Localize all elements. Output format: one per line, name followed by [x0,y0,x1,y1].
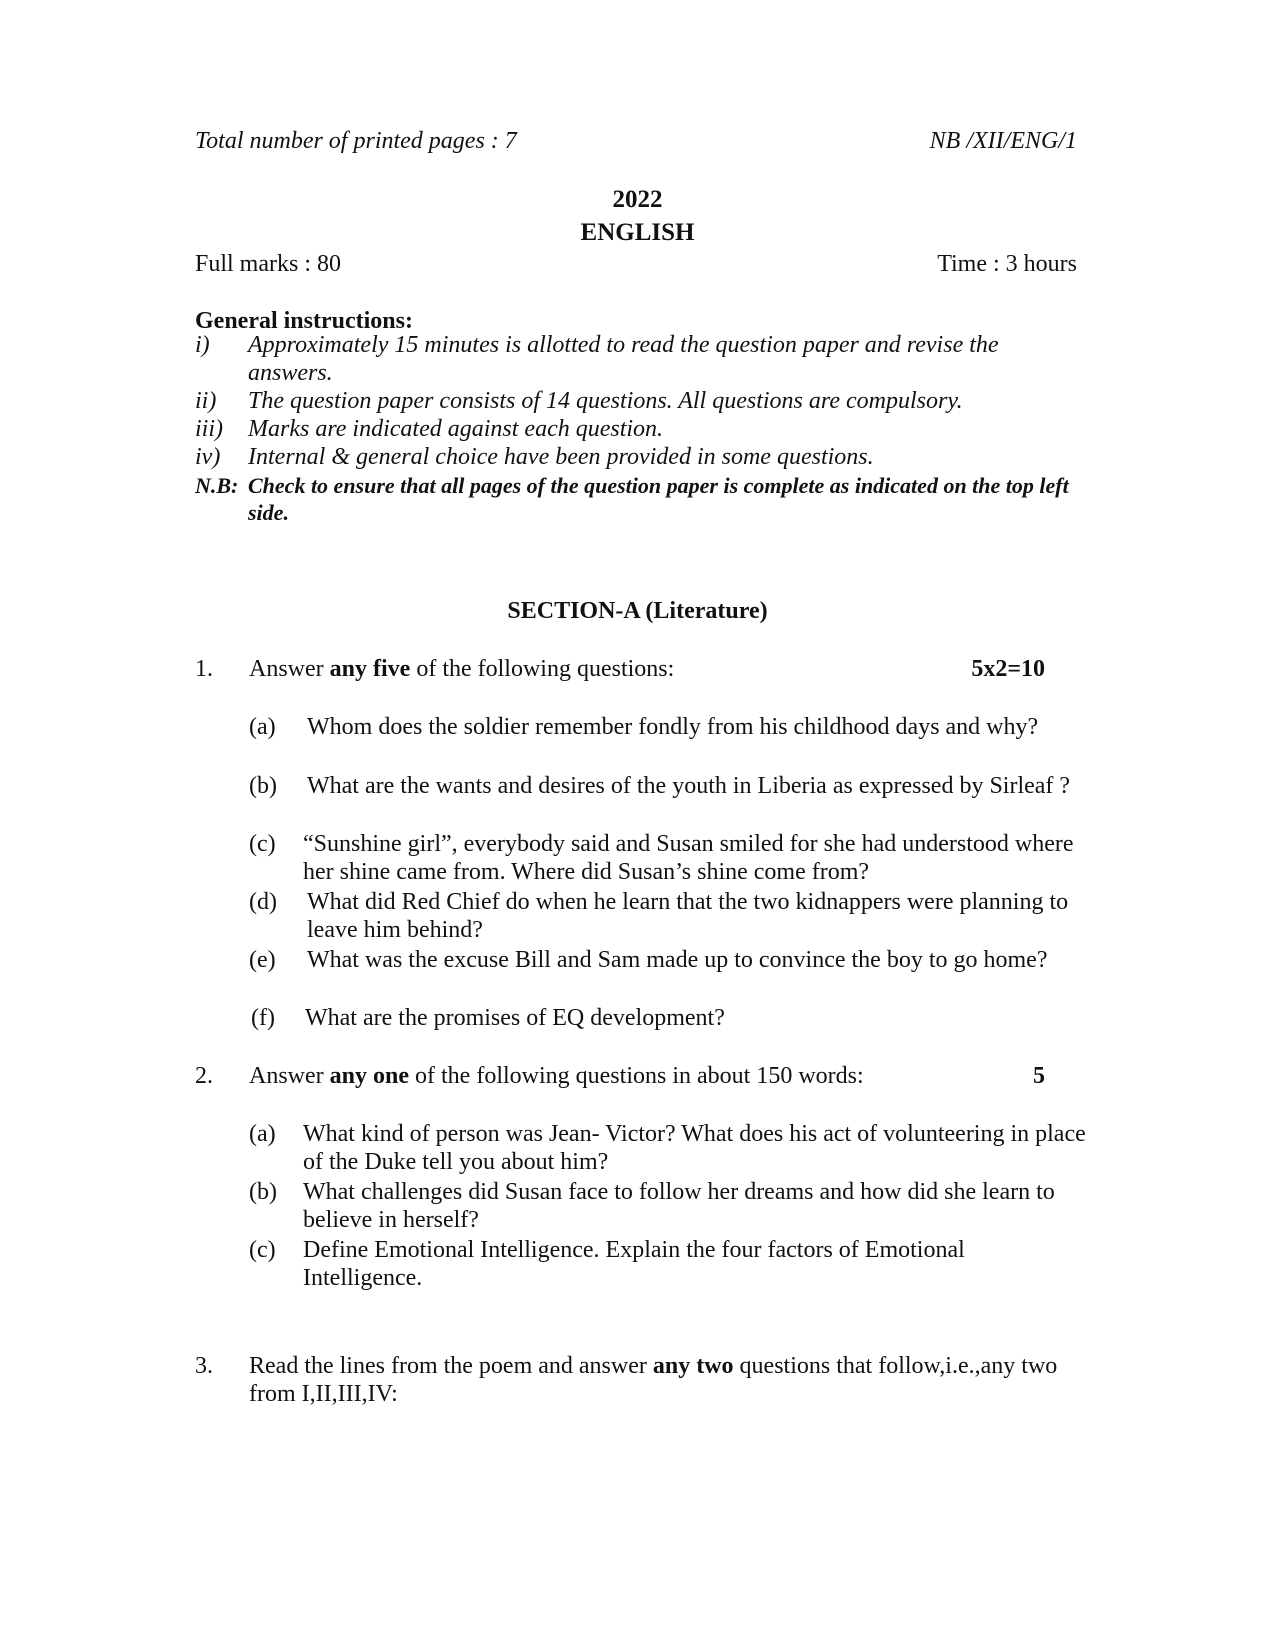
question-text [249,1352,1079,1408]
instruction-number: ii) [195,388,217,414]
question-text-emphasis: any two [652,1353,734,1379]
question-text-pre: Read the lines from the poem and answer [249,1353,653,1379]
question-text-post: of the following questions in about 150 words: [409,1063,864,1089]
sub-question-text: What did Red Chief do when he learn that the two kidnappers were planning to leave him behind? [307,889,1069,943]
question-text-pre: Answer [249,656,330,682]
question-text [249,655,1069,683]
printed-pages-note: Total number of printed pages : 7 [195,128,517,154]
time-allowed: Time : 3 hours [937,251,1077,277]
instruction-text: Approximately 15 minutes is allotted to read the question paper and revise the answers. [248,332,999,386]
instruction-number: iii) [195,416,223,442]
instructions-heading: General instructions: [195,308,413,334]
instruction-text: Marks are indicated against each question. [248,416,664,442]
sub-question-text: Define Emotional Intelligence. Explain the four factors of Emotional Intelligence. [303,1237,965,1291]
exam-year: 2022 [612,186,663,213]
question-number: 3. [195,1353,213,1379]
instruction-text: The question paper consists of 14 questions. All questions are compulsory. [248,388,963,414]
paper-code: NB /XII/ENG/1 [929,128,1077,154]
sub-question-text: What kind of person was Jean- Victor? What does his act of volunteering in place of the Duke tell you about him? [303,1121,1086,1175]
instruction-number: i) [195,332,210,358]
sub-question-label: (d) [249,889,277,915]
question-text-post: of the following questions: [410,656,675,682]
question-text-post: questions that follow,i.e.,any two from I,II,III,IV: [249,1353,1058,1407]
sub-question-label: (e) [249,947,276,973]
question-text-pre: Answer [249,1063,330,1089]
sub-question-label: (b) [249,773,277,799]
question-text-emphasis: any five [329,656,411,682]
question-number: 2. [195,1063,213,1089]
sub-question-text: What are the wants and desires of the youth in Liberia as expressed by Sirleaf ? [307,773,1071,799]
question-marks: 5x2=10 [971,656,1045,682]
question-text [249,1062,1069,1090]
sub-question-label: (b) [249,1179,277,1205]
sub-question-label: (c) [249,831,276,857]
sub-question-label: (c) [249,1237,276,1263]
question-number: 1. [195,656,213,682]
full-marks: Full marks : 80 [195,251,342,277]
sub-question-text: What challenges did Susan face to follow her dreams and how did she learn to believe in herself? [303,1179,1055,1233]
question-text-emphasis: any one [329,1063,410,1089]
nb-text: Check to ensure that all pages of the question paper is complete as indicated on the top left side. [248,473,1069,525]
sub-question-text: “Sunshine girl”, everybody said and Susan smiled for she had understood where her shine came from. Where did Susan’s shine come from? [303,831,1074,885]
sub-question-text: What are the promises of EQ development? [305,1005,725,1031]
sub-question-text: Whom does the soldier remember fondly from his childhood days and why? [307,714,1039,740]
nb-label: N.B: [195,473,239,498]
instruction-number: iv) [195,444,221,470]
sub-question-label: (a) [249,714,276,740]
section-title: SECTION-A (Literature) [507,598,768,624]
question-marks: 5 [1033,1063,1045,1089]
exam-subject: ENGLISH [580,219,695,246]
instruction-text: Internal & general choice have been provided in some questions. [248,444,874,470]
sub-question-label: (f) [251,1005,275,1031]
sub-question-text: What was the excuse Bill and Sam made up to convince the boy to go home? [307,947,1048,973]
sub-question-label: (a) [249,1121,276,1147]
